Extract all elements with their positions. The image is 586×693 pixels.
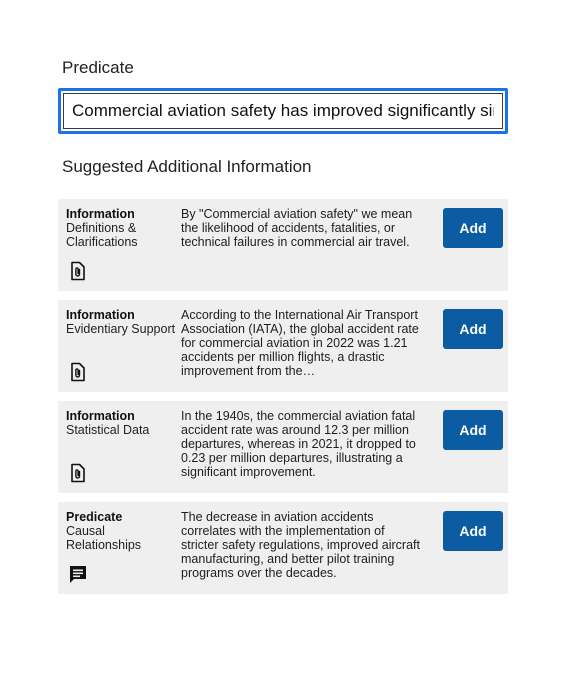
- card-subtype: Causal Relationships: [66, 524, 142, 552]
- predicate-input-box[interactable]: [63, 93, 503, 129]
- card-description: The decrease in aviation accidents correlates with the implementation of stricter safety regulations, improved aircraft manufacturing, and better pilot training programs over the decades.: [181, 510, 420, 580]
- predicate-input-focus-ring: [58, 88, 508, 134]
- card-category: [66, 308, 176, 336]
- card-subtype: Evidentiary Support: [66, 322, 176, 336]
- suggestions-heading: Suggested Additional Information: [62, 157, 312, 176]
- suggestion-card-definitions: [58, 199, 508, 291]
- suggestion-card-causal: [58, 502, 508, 594]
- add-button[interactable]: Add: [443, 410, 503, 450]
- card-type: Predicate: [66, 510, 123, 524]
- comment-icon: [68, 564, 88, 584]
- suggestion-card-evidentiary: [58, 300, 508, 392]
- predicate-input[interactable]: [72, 101, 494, 121]
- card-description: By "Commercial aviation safety" we mean the likelihood of accidents, fatalities, or technical failures in commercial air travel.: [181, 207, 413, 249]
- attachment-icon: [68, 463, 88, 483]
- card-category: [66, 510, 176, 552]
- card-category: [66, 409, 176, 437]
- add-button[interactable]: Add: [443, 309, 503, 349]
- add-button[interactable]: Add: [443, 511, 503, 551]
- add-button[interactable]: Add: [443, 208, 503, 248]
- card-description: According to the International Air Transport Association (IATA), the global accident rate for commercial aviation in 2022 was 1.21 accidents per million flights, a drastic improvement from the…: [181, 308, 419, 378]
- card-subtype: Statistical Data: [66, 423, 150, 437]
- card-type: Information: [66, 409, 135, 423]
- card-subtype: Definitions & Clarifications: [66, 221, 138, 249]
- predicate-label: Predicate: [62, 58, 134, 77]
- card-category: [66, 207, 176, 249]
- suggestion-card-statistical: [58, 401, 508, 493]
- card-type: Information: [66, 308, 135, 322]
- card-description: In the 1940s, the commercial aviation fatal accident rate was around 12.3 per million departures, whereas in 2021, it dropped to 0.23 per million departures, illustrating a significant improvement.: [181, 409, 416, 479]
- attachment-icon: [68, 261, 88, 281]
- card-type: Information: [66, 207, 135, 221]
- attachment-icon: [68, 362, 88, 382]
